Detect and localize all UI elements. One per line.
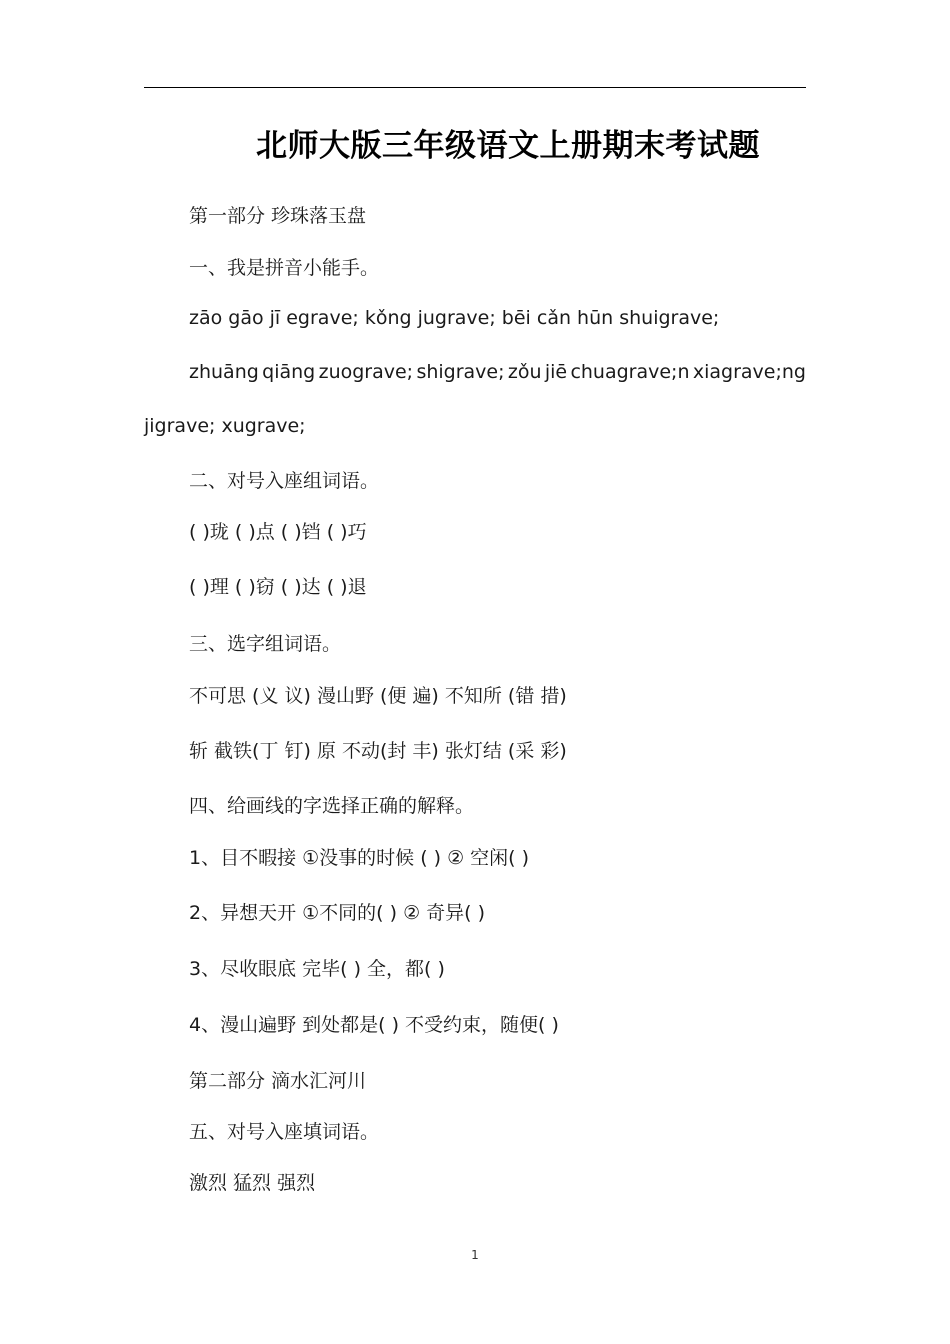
header-rule (144, 87, 806, 88)
pinyin-word: jiē (544, 361, 568, 383)
word-group-row-2: ( )理 ( )窃 ( )达 ( )退 (189, 576, 367, 598)
choose-char-row-2: 斩 截铁(丁 钉) 原 不动(封 丰) 张灯结 (采 彩) (189, 740, 567, 762)
section-three-heading: 三、选字组词语。 (189, 633, 342, 655)
pinyin-line-1: zāo gāo jī egrave; kǒng jugrave; bēi cǎn hūn shuigrave; (189, 307, 720, 329)
part-one-heading: 第一部分 珍珠落玉盘 (189, 205, 367, 227)
document-title: 北师大版三年级语文上册期末考试题 (256, 128, 760, 164)
pinyin-word: chuagrave;n (570, 361, 690, 383)
page-number: 1 (471, 1248, 479, 1262)
pinyin-word: zǒu (507, 361, 542, 383)
pinyin-word: zhuāng (189, 361, 259, 383)
meaning-item-1: 1、目不暇接 ①没事的时候 ( ) ② 空闲( ) (189, 847, 530, 869)
pinyin-line-2 (189, 358, 806, 386)
meaning-item-2: 2、异想天开 ①不同的( ) ② 奇异( ) (189, 902, 486, 924)
pinyin-word: shigrave; (416, 361, 505, 383)
section-five-heading: 五、对号入座填词语。 (189, 1121, 380, 1143)
pinyin-word: qiāng (262, 361, 316, 383)
word-group-row-1: ( )珑 ( )点 ( )铛 ( )巧 (189, 521, 367, 543)
section-two-heading: 二、对号入座组词语。 (189, 470, 380, 492)
section-one-heading: 一、我是拼音小能手。 (189, 257, 380, 279)
pinyin-line-2-continued: jigrave; xugrave; (144, 415, 306, 437)
pinyin-word: zuograve; (318, 361, 414, 383)
section-four-heading: 四、给画线的字选择正确的解释。 (189, 795, 475, 817)
word-choices: 激烈 猛烈 强烈 (189, 1172, 316, 1194)
pinyin-word: xiagrave;ng (692, 361, 806, 383)
meaning-item-3: 3、尽收眼底 完毕( ) 全，都( ) (189, 958, 445, 980)
part-two-heading: 第二部分 滴水汇河川 (189, 1070, 367, 1092)
choose-char-row-1: 不可思 (义 议) 漫山野 (便 遍) 不知所 (错 措) (189, 685, 567, 707)
meaning-item-4: 4、漫山遍野 到处都是( ) 不受约束，随便( ) (189, 1014, 559, 1036)
